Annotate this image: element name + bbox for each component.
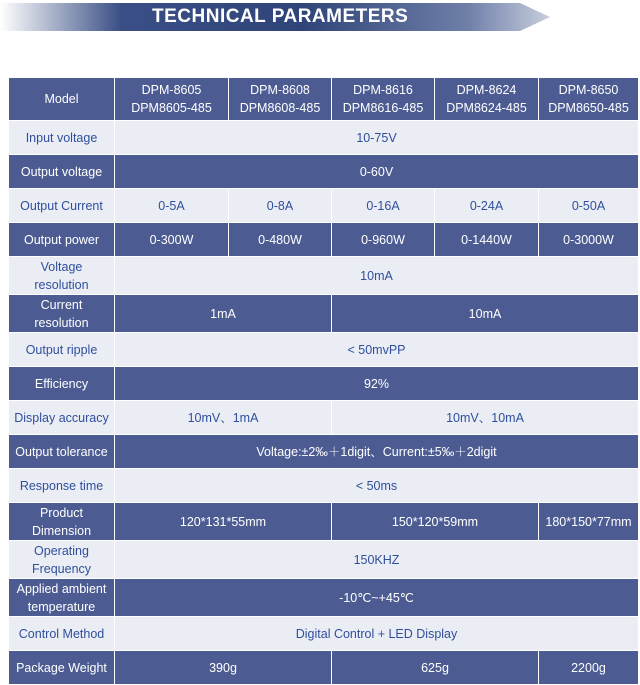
row-output-ripple [9,333,639,367]
voltage-resolution-label [9,257,115,295]
output-ripple-value: < 50mvPP [115,333,639,367]
output-power-value: 0-480W [229,223,332,257]
row-output-tolerance [9,435,639,469]
label-line: Product [39,505,84,520]
efficiency-value: 92% [115,367,639,401]
model-name: DPM-8605 [141,83,202,97]
input-voltage-value: 10-75V [115,121,639,155]
output-voltage-value: 0-60V [115,155,639,189]
output-ripple-label: Output ripple [9,333,115,367]
label-line: resolution [34,277,89,292]
model-name: DPM-8624 [456,83,517,97]
label-line: Current [40,297,83,312]
label-line: Operating [34,543,89,558]
label-line: Applied ambient [16,581,107,596]
display-accuracy-label: Display accuracy [9,401,115,435]
operating-frequency-label [9,541,115,579]
output-power-value: 0-300W [115,223,229,257]
package-weight-value: 2200g [539,651,639,685]
label-line: Frequency [31,561,92,576]
model-rs485-name: DPM8616-485 [342,101,424,115]
row-input-voltage [9,121,639,155]
parameters-table [8,77,639,685]
output-current-value: 0-50A [539,189,639,223]
row-voltage-resolution [9,257,639,295]
row-product-dimension [9,503,639,541]
row-output-voltage [9,155,639,189]
model-8624 [435,78,539,121]
package-weight-value: 625g [332,651,539,685]
model-name: DPM-8608 [250,83,310,97]
efficiency-label: Efficiency [9,367,115,401]
output-current-value: 0-24A [435,189,539,223]
row-efficiency [9,367,639,401]
model-rs485-name: DPM8624-485 [446,101,527,115]
output-current-value: 0-16A [332,189,435,223]
output-tolerance-label: Output tolerance [9,435,115,469]
product-dimension-value: 150*120*59mm [332,503,539,541]
row-model [9,78,639,121]
output-power-value: 0-1440W [435,223,539,257]
model-rs485-name: DPM8605-485 [131,101,212,115]
output-current-value: 0-8A [229,189,332,223]
package-weight-label: Package Weight [9,651,115,685]
label-line: resolution [34,315,89,330]
model-rs485-name: DPM8650-485 [548,101,629,115]
row-package-weight [9,651,639,685]
response-time-label: Response time [9,469,115,503]
model-8616 [332,78,435,121]
label-line: temperature [27,599,96,614]
model-name: DPM-8616 [353,83,413,97]
current-resolution-value: 10mA [332,295,639,333]
row-response-time [9,469,639,503]
model-8650 [539,78,639,121]
current-resolution-value: 1mA [115,295,332,333]
row-ambient-temperature [9,579,639,617]
output-tolerance-value: Voltage:±2‰＋1digit、Current:±5‰＋2digit [115,435,639,469]
control-method-label: Control Method [9,617,115,651]
ambient-temperature-value: -10℃~+45℃ [115,579,639,617]
current-resolution-label [9,295,115,333]
row-current-resolution [9,295,639,333]
package-weight-value: 390g [115,651,332,685]
display-accuracy-value: 10mV、10mA [332,401,639,435]
output-power-value: 0-3000W [539,223,639,257]
label-line: Voltage [40,259,83,274]
output-power-label: Output power [9,223,115,257]
model-label: Model [9,78,115,121]
row-control-method [9,617,639,651]
input-voltage-label: Input voltage [9,121,115,155]
product-dimension-value: 120*131*55mm [115,503,332,541]
response-time-value: < 50ms [115,469,639,503]
output-current-label: Output Current [9,189,115,223]
row-display-accuracy [9,401,639,435]
model-8605 [115,78,229,121]
row-output-power [9,223,639,257]
output-current-value: 0-5A [115,189,229,223]
model-name: DPM-8650 [558,83,619,97]
row-operating-frequency [9,541,639,579]
output-voltage-label: Output voltage [9,155,115,189]
label-line: Dimension [31,523,92,538]
operating-frequency-value: 150KHZ [115,541,639,579]
product-dimension-label [9,503,115,541]
control-method-value: Digital Control + LED Display [115,617,639,651]
model-rs485-name: DPM8608-485 [239,101,321,115]
title-banner [0,0,560,34]
model-8608 [229,78,332,121]
row-output-current [9,189,639,223]
ambient-temperature-label [9,579,115,617]
product-dimension-value: 180*150*77mm [539,503,639,541]
display-accuracy-value: 10mV、1mA [115,401,332,435]
voltage-resolution-value: 10mA [115,257,639,295]
output-power-value: 0-960W [332,223,435,257]
banner-title: TECHNICAL PARAMETERS [152,6,409,27]
